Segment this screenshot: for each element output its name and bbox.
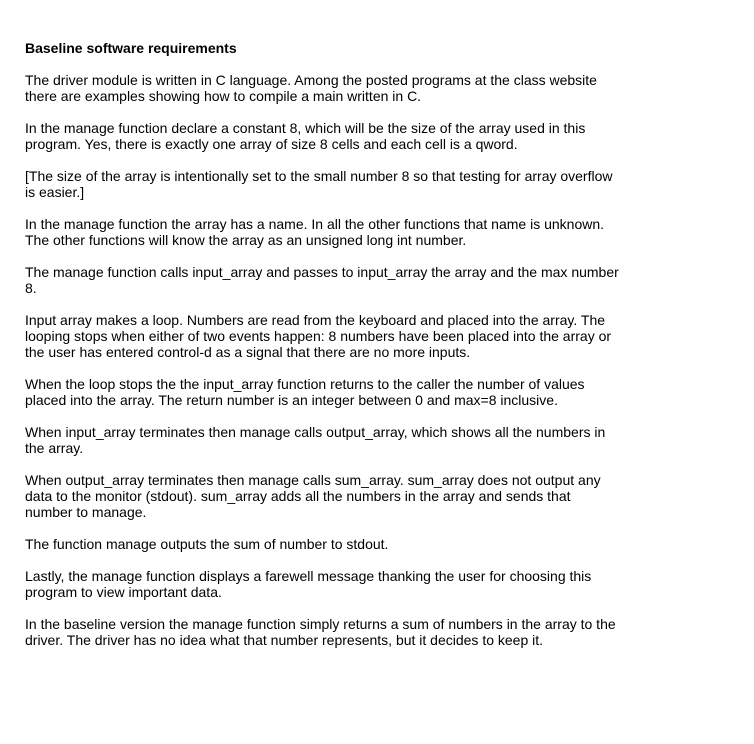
paragraph-line: is easier.]	[25, 184, 85, 200]
paragraph-line: When input_array terminates then manage calls output_array, which shows all the numbers in	[25, 424, 606, 440]
paragraph-7	[25, 376, 725, 408]
paragraph-12	[25, 616, 725, 648]
paragraph-line: When the loop stops the the input_array function returns to the caller the number of values	[25, 376, 585, 392]
paragraph-2	[25, 120, 725, 152]
paragraph-line: data to the monitor (stdout). sum_array adds all the numbers in the array and sends that	[25, 488, 571, 504]
paragraph-line: 8.	[25, 280, 37, 296]
paragraph-3	[25, 168, 725, 200]
paragraph-line: number to manage.	[25, 504, 147, 520]
paragraph-line: program to view important data.	[25, 584, 222, 600]
paragraph-line: In the manage function declare a constant 8, which will be the size of the array used in this	[25, 120, 586, 136]
paragraph-line: looping stops when either of two events happen: 8 numbers have been placed into the array or	[25, 328, 612, 344]
paragraph-line: The manage function calls input_array and passes to input_array the array and the max number	[25, 264, 619, 280]
paragraph-4	[25, 216, 725, 248]
paragraph-8	[25, 424, 725, 456]
paragraph-6	[25, 312, 725, 360]
paragraph-line: In the manage function the array has a name. In all the other functions that name is unknown.	[25, 216, 605, 232]
document-page	[25, 40, 725, 664]
paragraph-line: Lastly, the manage function displays a farewell message thanking the user for choosing this	[25, 568, 592, 584]
paragraph-line: The other functions will know the array as an unsigned long int number.	[25, 232, 467, 248]
paragraph-10	[25, 536, 725, 552]
paragraph-line: [The size of the array is intentionally set to the small number 8 so that testing for array overflow	[25, 168, 613, 184]
paragraph-line: the user has entered control-d as a signal that there are no more inputs.	[25, 344, 471, 360]
paragraph-line: driver. The driver has no idea what that number represents, but it decides to keep it.	[25, 632, 544, 648]
paragraph-11	[25, 568, 725, 600]
paragraph-line: there are examples showing how to compile a main written in C.	[25, 88, 422, 104]
paragraph-line: the array.	[25, 440, 84, 456]
paragraph-line: The driver module is written in C language. Among the posted programs at the class website	[25, 72, 597, 88]
document-body	[25, 72, 725, 648]
paragraph-5	[25, 264, 725, 296]
paragraph-9	[25, 472, 725, 520]
paragraph-line: In the baseline version the manage function simply returns a sum of numbers in the array to the	[25, 616, 616, 632]
paragraph-line: program. Yes, there is exactly one array of size 8 cells and each cell is a qword.	[25, 136, 518, 152]
document-title: Baseline software requirements	[25, 40, 237, 56]
paragraph-line: When output_array terminates then manage calls sum_array. sum_array does not output any	[25, 472, 601, 488]
paragraph-line: placed into the array. The return number is an integer between 0 and max=8 inclusive.	[25, 392, 558, 408]
paragraph-line: The function manage outputs the sum of number to stdout.	[25, 536, 389, 552]
paragraph-line: Input array makes a loop. Numbers are read from the keyboard and placed into the array. The	[25, 312, 606, 328]
paragraph-1	[25, 72, 725, 104]
